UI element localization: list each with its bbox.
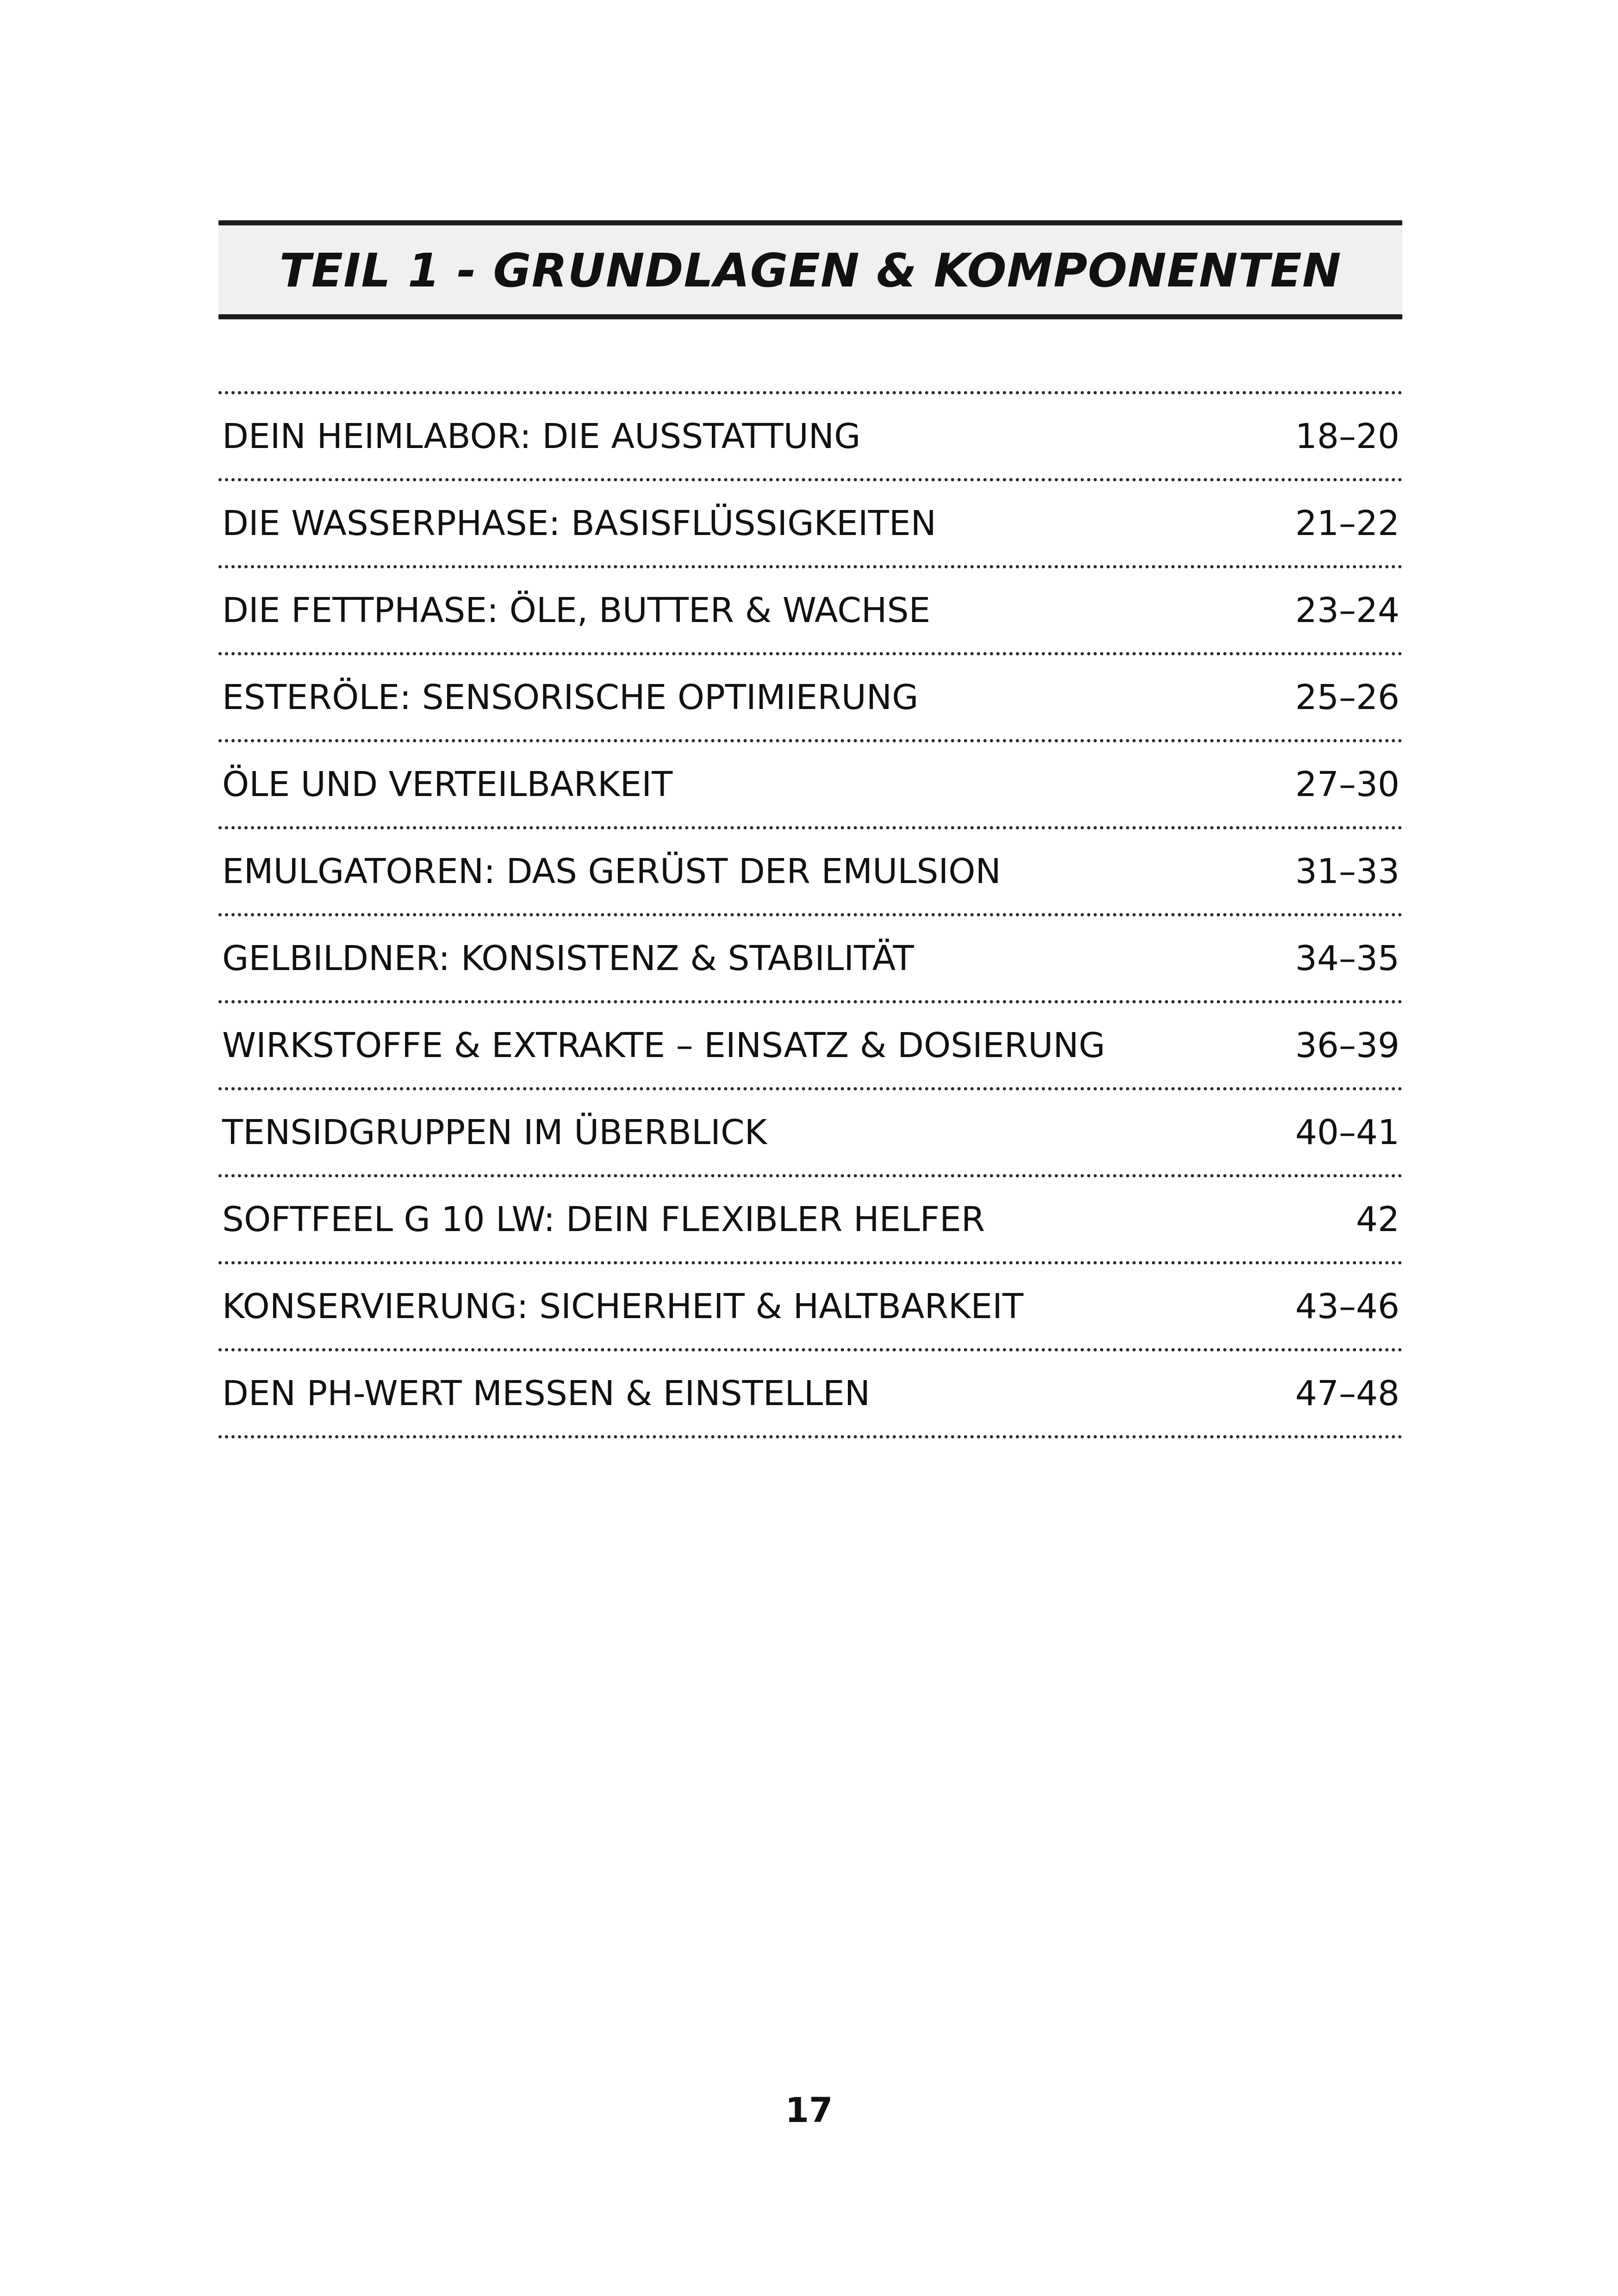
toc-entry-pages: 27–30 [1295,764,1400,804]
dotted-separator [218,739,1402,742]
toc-entry [218,742,1402,826]
toc-entry-label: EMULGATOREN: DAS GERÜST DER EMULSION [222,851,1001,891]
dotted-separator [218,1261,1402,1264]
toc-entry-label: WIRKSTOFFE & EXTRAKTE – EINSATZ & DOSIERUNG [222,1025,1106,1065]
toc-entry-label: GELBILDNER: KONSISTENZ & STABILITÄT [222,938,914,978]
toc-entry-pages: 47–48 [1295,1373,1400,1413]
toc-entry-pages: 36–39 [1295,1025,1400,1065]
toc-entry [218,1177,1402,1261]
toc-entry [218,1264,1402,1348]
toc-entry-label: DIE WASSERPHASE: BASISFLÜSSIGKEITEN [222,503,936,543]
toc-entry-pages: 25–26 [1295,677,1400,717]
page-number: 17 [785,2091,833,2130]
dotted-separator [218,1000,1402,1003]
toc-entry [218,1351,1402,1435]
dotted-separator [218,1174,1402,1177]
dotted-separator [218,1435,1402,1438]
toc-entry [218,1003,1402,1087]
toc-entry-label: KONSERVIERUNG: SICHERHEIT & HALTBARKEIT [222,1286,1024,1326]
toc-entry-label: DEIN HEIMLABOR: DIE AUSSTATTUNG [222,416,861,456]
toc-entry [218,568,1402,652]
toc-entry-pages: 40–41 [1295,1112,1400,1152]
dotted-separator [218,652,1402,655]
chapter-header-bottom-rule [218,314,1402,319]
toc-entry-label: TENSIDGRUPPEN IM ÜBERBLICK [222,1112,767,1152]
toc-entry-label: DEN PH-WERT MESSEN & EINSTELLEN [222,1373,871,1413]
chapter-title: TEIL 1 - GRUNDLAGEN & KOMPONENTEN [279,243,1342,298]
dotted-separator [218,1348,1402,1351]
toc-entry [218,394,1402,478]
toc-entry-pages: 18–20 [1295,416,1400,456]
chapter-header-top-rule [218,220,1402,225]
dotted-separator [218,1087,1402,1090]
dotted-separator [218,565,1402,568]
table-of-contents [218,391,1402,1438]
toc-entry-pages: 43–46 [1295,1286,1400,1326]
toc-entry-label: ESTERÖLE: SENSORISCHE OPTIMIERUNG [222,677,919,717]
toc-entry [218,481,1402,565]
toc-entry-label: SOFTFEEL G 10 LW: DEIN FLEXIBLER HELFER [222,1199,985,1239]
dotted-separator [218,478,1402,481]
dotted-separator [218,913,1402,916]
dotted-separator [218,826,1402,829]
toc-entry [218,916,1402,1000]
toc-entry-pages: 21–22 [1295,503,1400,543]
dotted-separator [218,391,1402,394]
toc-entry-label: ÖLE UND VERTEILBARKEIT [222,764,673,804]
toc-entry [218,829,1402,913]
toc-entry [218,1090,1402,1174]
toc-entry-label: DIE FETTPHASE: ÖLE, BUTTER & WACHSE [222,590,931,630]
toc-entry-pages: 31–33 [1295,851,1400,891]
toc-entry [218,655,1402,739]
toc-entry-pages: 34–35 [1295,938,1400,978]
toc-entry-pages: 42 [1356,1199,1400,1239]
toc-entry-pages: 23–24 [1295,590,1400,630]
